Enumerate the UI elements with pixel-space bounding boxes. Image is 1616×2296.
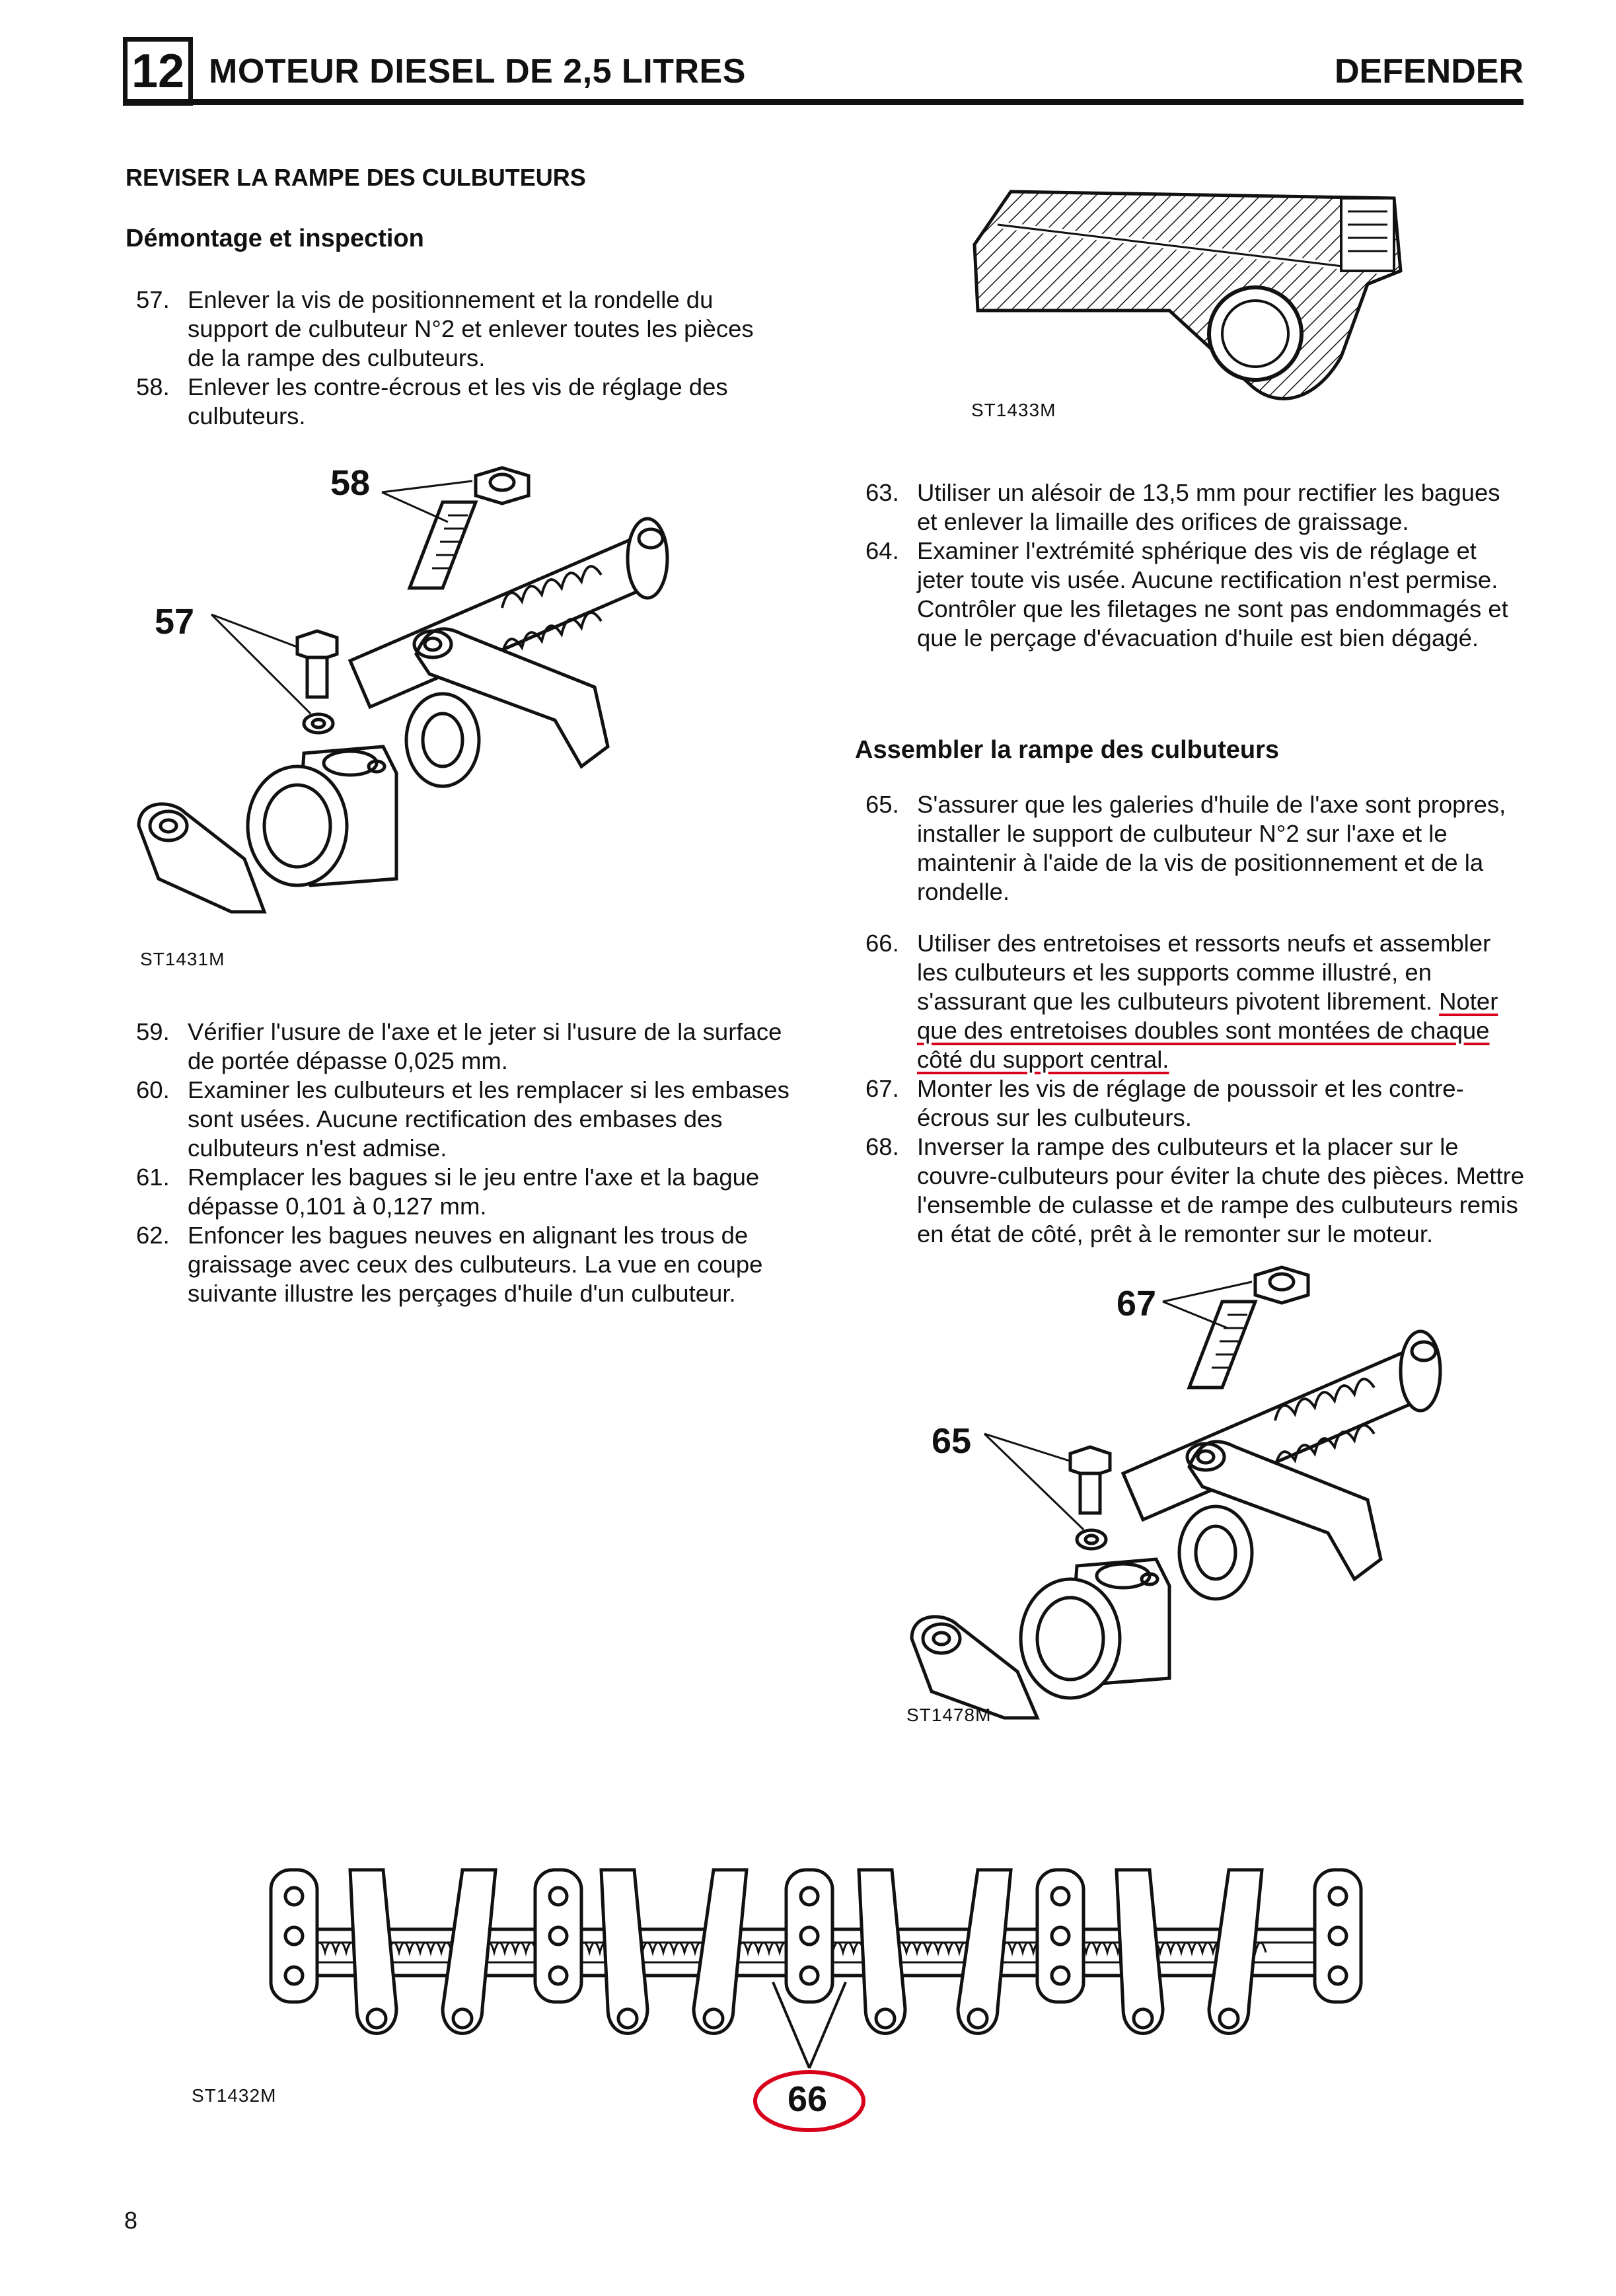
callout-65: 65 bbox=[932, 1421, 972, 1461]
rocker-cross-section-figure bbox=[971, 185, 1420, 416]
list-item: 64. Examiner l'extrémité sphérique des vis de réglage et jeter toute vis usée. Aucune rectification n'est permise. Contrôler que les filetages ne sont pas endommagés et que le perçage d'évacuation d'huile est bien dégagé. bbox=[865, 537, 1508, 651]
list-item: 67. Monter les vis de réglage de poussoir et les contre-écrous sur les culbuteurs. bbox=[865, 1075, 1464, 1131]
list-item: 61. Remplacer les bagues si le jeu entre l'axe et la bague dépasse 0,101 à 0,127 mm. bbox=[136, 1164, 760, 1220]
callout-58: 58 bbox=[330, 463, 371, 503]
callout-67: 67 bbox=[1117, 1284, 1157, 1323]
exploded-rocker-figure bbox=[132, 456, 727, 918]
list-item: 58. Enlever les contre-écrous et les vis de réglage des culbuteurs. bbox=[136, 373, 728, 429]
model-name: DEFENDER bbox=[1334, 52, 1524, 91]
steps-66-68 bbox=[865, 929, 1526, 1249]
section-number-box bbox=[123, 37, 193, 106]
page-number: 8 bbox=[124, 2207, 138, 2234]
steps-63-64 bbox=[865, 478, 1526, 653]
callout-66: 66 bbox=[788, 2079, 828, 2119]
steps-59-62 bbox=[136, 1018, 797, 1308]
subheading-assembly: Assembler la rampe des culbuteurs bbox=[855, 736, 1280, 764]
figure-caption-st1432m: ST1432M bbox=[192, 2085, 277, 2106]
step-65 bbox=[865, 790, 1526, 907]
subheading-disassembly: Démontage et inspection bbox=[126, 225, 424, 252]
section-number: 12 bbox=[131, 45, 185, 98]
list-item: 66. Utiliser des entretoises et ressorts neufs et assembler les culbuteurs et les supports comme illustré, en s'assurant que les culbuteurs pivotent librement. Noter que des entretoises doubles sont montées de chaque côté du support central. bbox=[865, 930, 1498, 1073]
list-item: 60. Examiner les culbuteurs et les remplacer si les embases sont usées. Aucune rectification des embases des culbuteurs n'est admise. bbox=[136, 1076, 790, 1162]
highlighted-note: Noter que des entretoises doubles sont montées de chaque côté du support central. bbox=[917, 988, 1498, 1073]
list-item: 68. Inverser la rampe des culbuteurs et la placer sur le couvre-culbuteurs pour éviter la chute des pièces. Mettre l'ensemble de culasse et de rampe des culbuteurs remis en état de côté, prêt à le remonter sur le moteur. bbox=[865, 1133, 1525, 1247]
list-item: 65. S'assurer que les galeries d'huile de l'axe sont propres, installer le support de culbuteur N°2 sur l'axe et le maintenir à l'aide de la vis de positionnement et de la rondelle. bbox=[865, 791, 1506, 905]
figure-caption-st1433m: ST1433M bbox=[971, 400, 1056, 420]
list-item: 62. Enfoncer les bagues neuves en alignant les trous de graissage avec ceux des culbuteurs. La vue en coupe suivante illustre les perçages d'huile d'un culbuteur. bbox=[136, 1222, 763, 1307]
header-rule bbox=[123, 99, 1524, 105]
steps-57-58 bbox=[136, 285, 784, 431]
figure-caption-st1431m: ST1431M bbox=[140, 949, 225, 969]
list-item: 59. Vérifier l'usure de l'axe et le jeter si l'usure de la surface de portée dépasse 0,025 mm. bbox=[136, 1018, 782, 1074]
rocker-shaft-assembly-figure bbox=[264, 1850, 1387, 2167]
callout-57: 57 bbox=[155, 602, 195, 642]
list-item: 63. Utiliser un alésoir de 13,5 mm pour rectifier les bagues et enlever la limaille des orifices de graissage. bbox=[865, 479, 1500, 535]
figure-caption-st1478m: ST1478M bbox=[906, 1705, 992, 1725]
page-title: MOTEUR DIESEL DE 2,5 LITRES bbox=[209, 52, 746, 91]
list-item: 57. Enlever la vis de positionnement et la rondelle du support de culbuteur N°2 et enlever toutes les pièces de la rampe des culbuteurs. bbox=[136, 286, 754, 371]
section-heading: REVISER LA RAMPE DES CULBUTEURS bbox=[126, 164, 586, 191]
assembled-rocker-figure bbox=[905, 1255, 1487, 1731]
